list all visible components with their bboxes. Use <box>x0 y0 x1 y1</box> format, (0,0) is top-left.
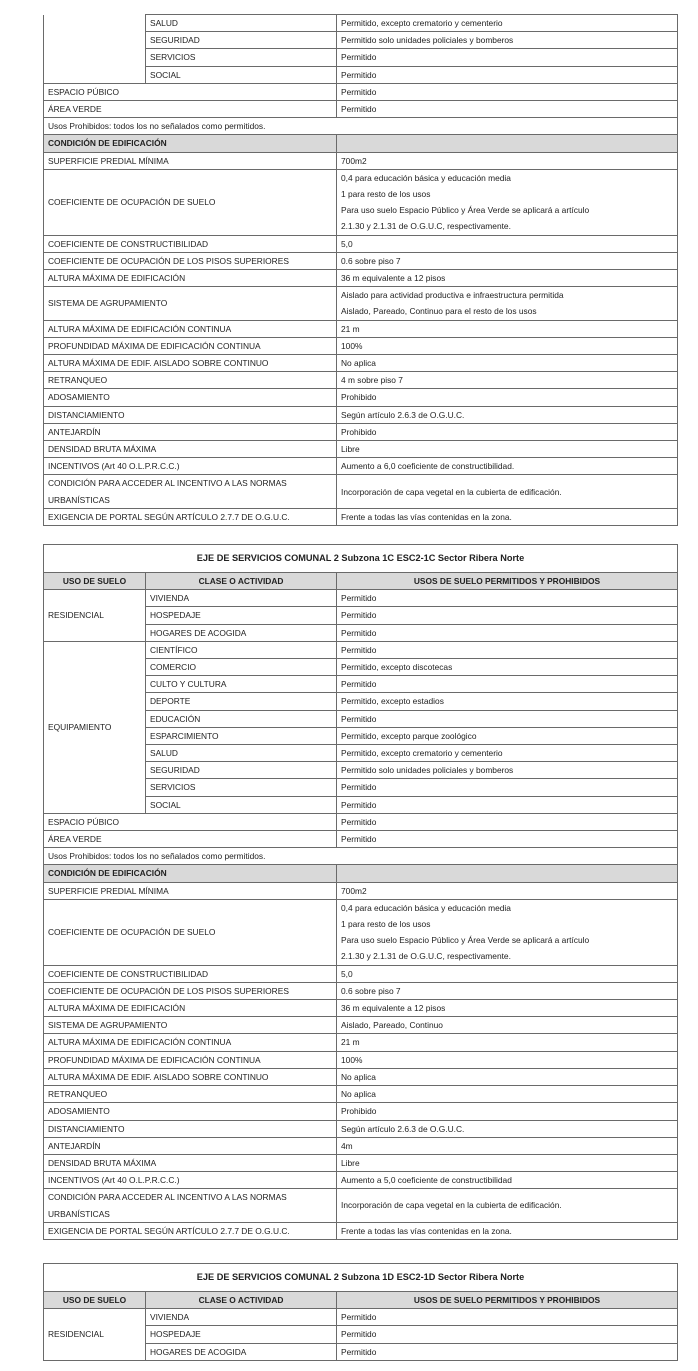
activity-class: DEPORTE <box>146 693 337 710</box>
condition-label <box>44 372 337 389</box>
land-use-group: RESIDENCIAL <box>44 1309 146 1361</box>
condition-label <box>44 458 337 475</box>
condition-label-line: ANTEJARDÍN <box>48 1140 101 1151</box>
condition-label <box>44 1222 337 1239</box>
condition-label <box>44 475 337 508</box>
use-permission: Permitido <box>337 1326 678 1343</box>
condition-value-line: Prohibido <box>341 1106 377 1117</box>
condition-label <box>44 406 337 423</box>
land-use-group: EQUIPAMIENTO <box>44 641 146 813</box>
table-row <box>44 83 678 100</box>
column-header: USOS DE SUELO PERMITIDOS Y PROHIBIDOS <box>337 1292 678 1309</box>
condition-label-line: COEFICIENTE DE OCUPACIÓN DE SUELO <box>48 197 216 208</box>
condition-row <box>44 152 678 169</box>
use-permission: Permitido <box>337 831 678 848</box>
condition-value <box>337 475 678 508</box>
condition-value-line: 0,4 para educación básica y educación media <box>341 172 511 183</box>
activity-class: HOGARES DE ACOGIDA <box>146 1343 337 1360</box>
condition-value <box>337 169 678 235</box>
column-header: CLASE O ACTIVIDAD <box>146 1292 337 1309</box>
condition-value <box>337 1154 678 1171</box>
condition-value-line: 5,0 <box>341 238 353 249</box>
condition-label-line: DENSIDAD BRUTA MÁXIMA <box>48 1157 157 1168</box>
use-permission: Permitido, excepto estadios <box>337 693 678 710</box>
condition-value <box>337 1222 678 1239</box>
condition-label <box>44 235 337 252</box>
condition-value-line: Aislado, Pareado, Continuo <box>341 1020 443 1031</box>
condition-row <box>44 899 678 965</box>
condition-value <box>337 899 678 965</box>
condition-label <box>44 423 337 440</box>
use-permission: Permitido <box>337 1309 678 1326</box>
condition-value-line: No aplica <box>341 1089 376 1100</box>
activity-class: COMERCIO <box>146 659 337 676</box>
condition-label-line: SUPERFICIE PREDIAL MÍNIMA <box>48 155 169 166</box>
condition-label <box>44 1000 337 1017</box>
condition-label <box>44 1103 337 1120</box>
table-title-row <box>44 1264 678 1292</box>
use-permission: Permitido, excepto parque zoológico <box>337 727 678 744</box>
condition-value-line: 700m2 <box>341 885 367 896</box>
condition-value-line: No aplica <box>341 1071 376 1082</box>
condition-value <box>337 337 678 354</box>
condition-label <box>44 1154 337 1171</box>
condition-value-line: 4m <box>341 1140 353 1151</box>
condition-value <box>337 406 678 423</box>
condition-value <box>337 372 678 389</box>
condition-label-line: DENSIDAD BRUTA MÁXIMA <box>48 444 157 455</box>
condition-row <box>44 1154 678 1171</box>
condition-row <box>44 287 678 320</box>
use-permission: Permitido solo unidades policiales y bomberos <box>337 32 678 49</box>
condition-value <box>337 458 678 475</box>
use-permission: Permitido <box>337 590 678 607</box>
condition-value <box>337 982 678 999</box>
condition-row <box>44 1068 678 1085</box>
condition-value-line: 1 para resto de los usos <box>341 189 431 200</box>
condition-label <box>44 882 337 899</box>
condition-value <box>337 441 678 458</box>
condition-label-line: ALTURA MÁXIMA DE EDIF. AISLADO SOBRE CONTINUO <box>48 1071 269 1082</box>
activity-class: VIVIENDA <box>146 590 337 607</box>
condition-label-line: ALTURA MÁXIMA DE EDIFICACIÓN <box>48 1003 186 1014</box>
condition-label <box>44 252 337 269</box>
condition-row <box>44 1034 678 1051</box>
condition-header-row <box>44 135 678 152</box>
table-row <box>44 15 678 32</box>
condition-value <box>337 965 678 982</box>
table-title: EJE DE SERVICIOS COMUNAL 2 Subzona 1C ESC2-1C Sector Ribera Norte <box>44 545 678 573</box>
condition-header-row <box>44 865 678 882</box>
condition-row <box>44 270 678 287</box>
prohibited-uses-note: Usos Prohibidos: todos los no señalados como permitidos. <box>44 848 678 865</box>
activity-class: SEGURIDAD <box>146 762 337 779</box>
condition-value <box>337 235 678 252</box>
condition-label-line: SISTEMA DE AGRUPAMIENTO <box>48 1020 168 1031</box>
condition-value-line: Prohibido <box>341 392 377 403</box>
condition-value <box>337 1000 678 1017</box>
column-header: CLASE O ACTIVIDAD <box>146 573 337 590</box>
activity-class: HOSPEDAJE <box>146 607 337 624</box>
condition-row <box>44 1086 678 1103</box>
condition-label <box>44 965 337 982</box>
use-permission: Permitido solo unidades policiales y bomberos <box>337 762 678 779</box>
condition-label <box>44 1068 337 1085</box>
prohibited-uses-note: Usos Prohibidos: todos los no señalados como permitidos. <box>44 118 678 135</box>
table-row <box>44 831 678 848</box>
condition-value <box>337 1051 678 1068</box>
condition-value <box>337 1137 678 1154</box>
condition-value-line: 100% <box>341 1054 363 1065</box>
condition-row <box>44 1172 678 1189</box>
land-use-group: ÁREA VERDE <box>44 831 337 848</box>
zoning-table-esc2-1c <box>43 544 678 1240</box>
condition-row <box>44 458 678 475</box>
zoning-table-esc2-1d <box>43 1263 678 1361</box>
use-permission: Permitido, excepto crematorio y cementerio <box>337 15 678 32</box>
condition-value-line: Prohibido <box>341 426 377 437</box>
condition-row <box>44 1103 678 1120</box>
activity-class: SERVICIOS <box>146 49 337 66</box>
table-header-row <box>44 1292 678 1309</box>
condition-value-line: Frente a todas las vías contenidas en la zona. <box>341 511 512 522</box>
condition-label-line: INCENTIVOS (Art 40 O.L.P.R.C.C.) <box>48 461 180 472</box>
use-permission: Permitido, excepto discotecas <box>337 659 678 676</box>
condition-row <box>44 982 678 999</box>
condition-label <box>44 152 337 169</box>
column-header: USOS DE SUELO PERMITIDOS Y PROHIBIDOS <box>337 573 678 590</box>
condition-header: CONDICIÓN DE EDIFICACIÓN <box>44 135 337 152</box>
condition-value <box>337 1172 678 1189</box>
zoning-table-continued <box>43 14 678 526</box>
condition-label-line: ALTURA MÁXIMA DE EDIF. AISLADO SOBRE CONTINUO <box>48 358 269 369</box>
condition-value-line: 100% <box>341 340 363 351</box>
table-row <box>44 813 678 830</box>
condition-value-line: 0.6 sobre piso 7 <box>341 255 401 266</box>
condition-label <box>44 389 337 406</box>
activity-class: SOCIAL <box>146 66 337 83</box>
condition-label-line: RETRANQUEO <box>48 375 108 386</box>
condition-label-line: COEFICIENTE DE OCUPACIÓN DE LOS PISOS SUPERIORES <box>48 255 289 266</box>
table-title-row <box>44 545 678 573</box>
activity-class: HOGARES DE ACOGIDA <box>146 624 337 641</box>
condition-label <box>44 508 337 525</box>
condition-value <box>337 389 678 406</box>
condition-value-line: Según artículo 2.6.3 de O.G.U.C. <box>341 409 465 420</box>
condition-label-line: SISTEMA DE AGRUPAMIENTO <box>48 298 168 309</box>
activity-class: ESPARCIMIENTO <box>146 727 337 744</box>
condition-label-line: COEFICIENTE DE CONSTRUCTIBILIDAD <box>48 968 209 979</box>
use-permission: Permitido <box>337 1343 678 1360</box>
condition-value-line: 36 m equivalente a 12 pisos <box>341 273 446 284</box>
condition-value-line: Incorporación de capa vegetal en la cubierta de edificación. <box>341 1200 562 1211</box>
condition-value-line: 4 m sobre piso 7 <box>341 375 403 386</box>
condition-row <box>44 235 678 252</box>
condition-row <box>44 1017 678 1034</box>
use-permission: Permitido <box>337 66 678 83</box>
condition-value-line: 0,4 para educación básica y educación media <box>341 902 511 913</box>
table-row <box>44 641 678 658</box>
condition-value-line: 2.1.30 y 2.1.31 de O.G.U.C, respectivamente. <box>341 951 511 962</box>
condition-value <box>337 1017 678 1034</box>
condition-row <box>44 1137 678 1154</box>
condition-label <box>44 1172 337 1189</box>
condition-label <box>44 270 337 287</box>
table-row <box>44 1309 678 1326</box>
condition-label-line: EXIGENCIA DE PORTAL SEGÚN ARTÍCULO 2.7.7 DE O.G.U.C. <box>48 511 290 522</box>
condition-label <box>44 1017 337 1034</box>
condition-row <box>44 1051 678 1068</box>
condition-row <box>44 1000 678 1017</box>
condition-label-line: ANTEJARDÍN <box>48 426 101 437</box>
condition-value-line: 5,0 <box>341 968 353 979</box>
condition-header: CONDICIÓN DE EDIFICACIÓN <box>44 865 337 882</box>
condition-row <box>44 1189 678 1222</box>
condition-label <box>44 1086 337 1103</box>
activity-class: HOSPEDAJE <box>146 1326 337 1343</box>
condition-label-line: RETRANQUEO <box>48 1089 108 1100</box>
condition-value <box>337 423 678 440</box>
condition-value-line: Frente a todas las vías contenidas en la zona. <box>341 1225 512 1236</box>
prohibited-uses-row <box>44 118 678 135</box>
condition-label-line: ADOSAMIENTO <box>48 392 110 403</box>
condition-label-line: INCENTIVOS (Art 40 O.L.P.R.C.C.) <box>48 1175 180 1186</box>
condition-label <box>44 982 337 999</box>
condition-label-line: URBANÍSTICAS <box>48 494 110 505</box>
use-permission: Permitido <box>337 710 678 727</box>
condition-label-line: PROFUNDIDAD MÁXIMA DE EDIFICACIÓN CONTINUA <box>48 1054 261 1065</box>
condition-value-line: 1 para resto de los usos <box>341 919 431 930</box>
condition-label-line: PROFUNDIDAD MÁXIMA DE EDIFICACIÓN CONTINUA <box>48 340 261 351</box>
condition-value <box>337 1086 678 1103</box>
condition-row <box>44 320 678 337</box>
condition-value-line: Libre <box>341 1157 360 1168</box>
condition-row <box>44 882 678 899</box>
condition-value-line: 700m2 <box>341 155 367 166</box>
condition-value <box>337 1189 678 1222</box>
activity-class: SOCIAL <box>146 796 337 813</box>
table-row <box>44 101 678 118</box>
condition-label-line: ALTURA MÁXIMA DE EDIFICACIÓN CONTINUA <box>48 323 232 334</box>
condition-value <box>337 287 678 320</box>
condition-value <box>337 1120 678 1137</box>
condition-label <box>44 355 337 372</box>
activity-class: SERVICIOS <box>146 779 337 796</box>
use-permission: Permitido <box>337 607 678 624</box>
prohibited-uses-row <box>44 848 678 865</box>
condition-row <box>44 965 678 982</box>
use-permission: Permitido <box>337 624 678 641</box>
condition-row <box>44 389 678 406</box>
condition-row <box>44 1120 678 1137</box>
condition-value-line: 21 m <box>341 1037 360 1048</box>
land-use-group: ÁREA VERDE <box>44 101 337 118</box>
condition-row <box>44 355 678 372</box>
condition-header-blank <box>337 135 678 152</box>
condition-row <box>44 441 678 458</box>
use-permission: Permitido <box>337 101 678 118</box>
condition-row <box>44 372 678 389</box>
condition-value <box>337 1068 678 1085</box>
condition-value <box>337 152 678 169</box>
condition-label-line: SUPERFICIE PREDIAL MÍNIMA <box>48 885 169 896</box>
condition-value <box>337 1034 678 1051</box>
condition-value <box>337 1103 678 1120</box>
table-title: EJE DE SERVICIOS COMUNAL 2 Subzona 1D ESC2-1D Sector Ribera Norte <box>44 1264 678 1292</box>
condition-value <box>337 355 678 372</box>
use-permission: Permitido <box>337 49 678 66</box>
condition-row <box>44 252 678 269</box>
activity-class: SALUD <box>146 745 337 762</box>
column-header: USO DE SUELO <box>44 573 146 590</box>
condition-label-line: ADOSAMIENTO <box>48 1106 110 1117</box>
use-permission: Permitido <box>337 676 678 693</box>
condition-label-line: COEFICIENTE DE CONSTRUCTIBILIDAD <box>48 238 209 249</box>
use-permission: Permitido <box>337 83 678 100</box>
condition-value-line: Aumento a 6,0 coeficiente de constructibilidad. <box>341 461 515 472</box>
condition-label-line: COEFICIENTE DE OCUPACIÓN DE SUELO <box>48 927 216 938</box>
land-use-group: RESIDENCIAL <box>44 590 146 642</box>
condition-value-line: Para uso suelo Espacio Público y Área Verde se aplicará a artículo <box>341 205 590 216</box>
condition-label-line: URBANÍSTICAS <box>48 1208 110 1219</box>
table-header-row <box>44 573 678 590</box>
table-row <box>44 590 678 607</box>
condition-value <box>337 320 678 337</box>
condition-value-line: Aislado, Pareado, Continuo para el resto de los usos <box>341 306 537 317</box>
condition-value-line: Para uso suelo Espacio Público y Área Verde se aplicará a artículo <box>341 935 590 946</box>
condition-label-line: CONDICIÓN PARA ACCEDER AL INCENTIVO A LAS NORMAS <box>48 478 287 489</box>
condition-header-blank <box>337 865 678 882</box>
condition-value-line: 0.6 sobre piso 7 <box>341 985 401 996</box>
condition-label-line: CONDICIÓN PARA ACCEDER AL INCENTIVO A LAS NORMAS <box>48 1192 287 1203</box>
condition-value <box>337 252 678 269</box>
activity-class: SALUD <box>146 15 337 32</box>
activity-class: CULTO Y CULTURA <box>146 676 337 693</box>
activity-class: CIENTÍFICO <box>146 641 337 658</box>
use-permission: Permitido <box>337 641 678 658</box>
condition-row <box>44 508 678 525</box>
condition-label <box>44 899 337 965</box>
condition-row <box>44 1222 678 1239</box>
condition-label-line: ALTURA MÁXIMA DE EDIFICACIÓN <box>48 273 186 284</box>
condition-label <box>44 1051 337 1068</box>
condition-value-line: Aumento a 5,0 coeficiente de constructibilidad <box>341 1175 512 1186</box>
condition-label-line: EXIGENCIA DE PORTAL SEGÚN ARTÍCULO 2.7.7 DE O.G.U.C. <box>48 1225 290 1236</box>
condition-label-line: DISTANCIAMIENTO <box>48 409 125 420</box>
condition-value-line: 2.1.30 y 2.1.31 de O.G.U.C, respectivamente. <box>341 221 511 232</box>
condition-row <box>44 475 678 508</box>
use-permission: Permitido <box>337 813 678 830</box>
condition-row <box>44 406 678 423</box>
condition-label <box>44 320 337 337</box>
condition-value-line: 21 m <box>341 323 360 334</box>
condition-label <box>44 169 337 235</box>
activity-class: EDUCACIÓN <box>146 710 337 727</box>
condition-row <box>44 169 678 235</box>
land-use-group: ESPACIO PÚBICO <box>44 813 337 830</box>
condition-label-line: COEFICIENTE DE OCUPACIÓN DE LOS PISOS SUPERIORES <box>48 985 289 996</box>
condition-label <box>44 1189 337 1222</box>
land-use-group <box>44 15 146 84</box>
use-permission: Permitido, excepto crematorio y cementerio <box>337 745 678 762</box>
condition-value-line: 36 m equivalente a 12 pisos <box>341 1003 446 1014</box>
activity-class: SEGURIDAD <box>146 32 337 49</box>
use-permission: Permitido <box>337 779 678 796</box>
condition-value <box>337 508 678 525</box>
condition-label-line: ALTURA MÁXIMA DE EDIFICACIÓN CONTINUA <box>48 1037 232 1048</box>
condition-value-line: No aplica <box>341 358 376 369</box>
condition-label-line: DISTANCIAMIENTO <box>48 1123 125 1134</box>
activity-class: VIVIENDA <box>146 1309 337 1326</box>
condition-value-line: Incorporación de capa vegetal en la cubierta de edificación. <box>341 486 562 497</box>
condition-label <box>44 1120 337 1137</box>
use-permission: Permitido <box>337 796 678 813</box>
column-header: USO DE SUELO <box>44 1292 146 1309</box>
condition-row <box>44 337 678 354</box>
condition-label <box>44 441 337 458</box>
condition-label <box>44 1034 337 1051</box>
condition-row <box>44 423 678 440</box>
condition-value-line: Libre <box>341 444 360 455</box>
condition-label <box>44 287 337 320</box>
land-use-group: ESPACIO PÚBICO <box>44 83 337 100</box>
condition-label <box>44 1137 337 1154</box>
condition-value-line: Según artículo 2.6.3 de O.G.U.C. <box>341 1123 465 1134</box>
condition-value <box>337 882 678 899</box>
condition-value <box>337 270 678 287</box>
condition-value-line: Aislado para actividad productiva e infraestructura permitida <box>341 290 564 301</box>
condition-label <box>44 337 337 354</box>
